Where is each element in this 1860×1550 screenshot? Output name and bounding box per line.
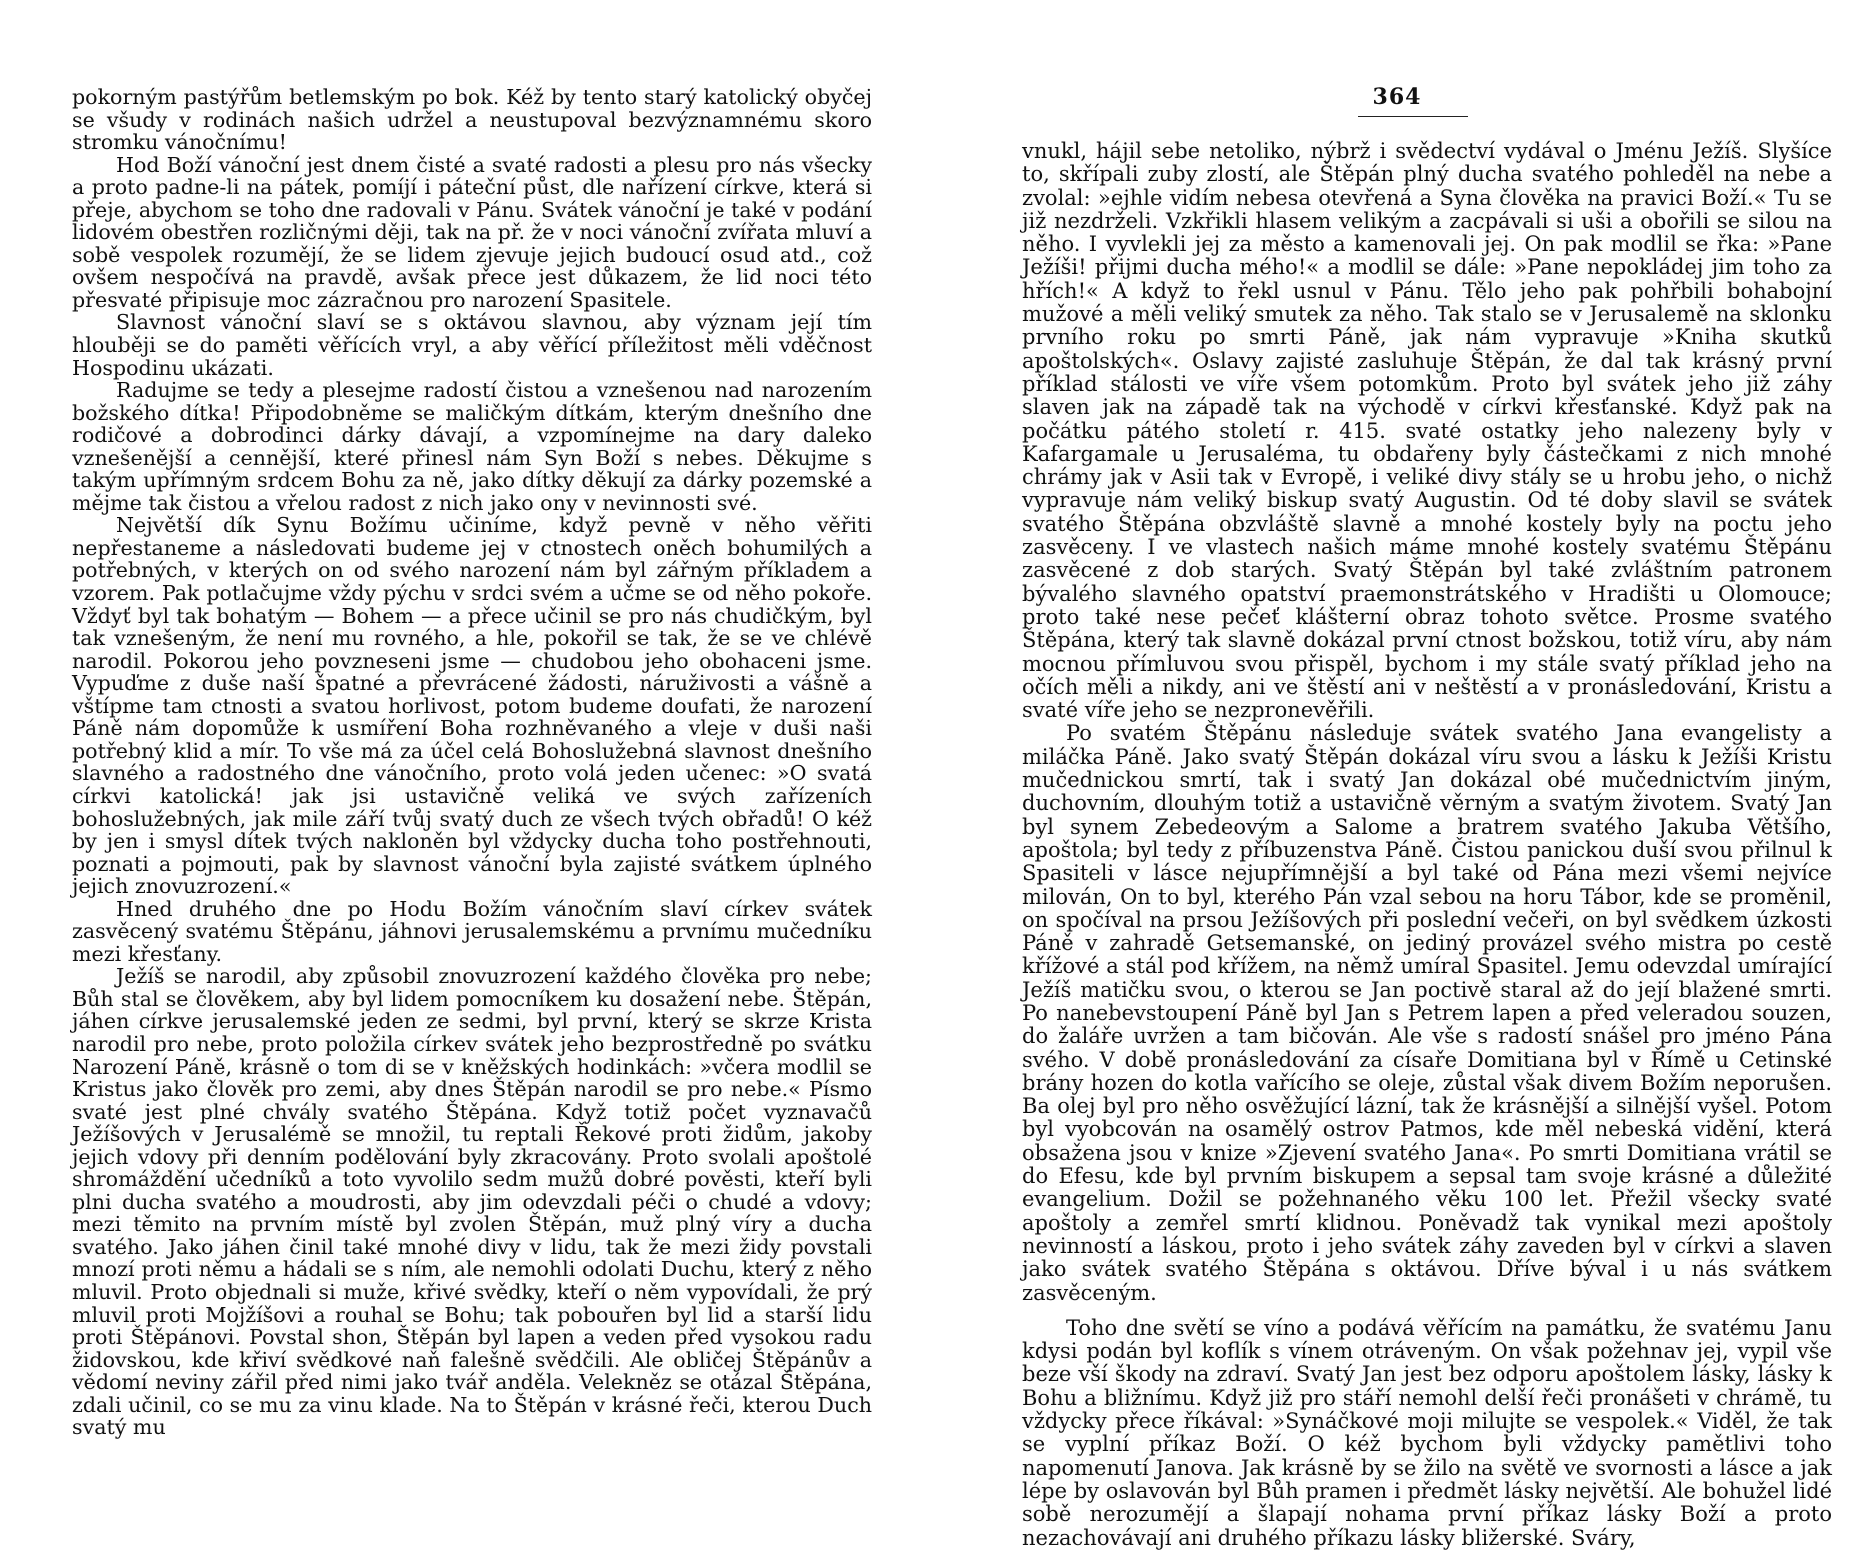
paragraph: pokorným pastýřům betlemským po bok. Kéž by tento starý katolický obyčej se všudy v rodinách našich udržel a neustupoval bezvýznamnému skoro stromku vánočnímu! bbox=[72, 85, 872, 155]
paragraph: Toho dne světí se víno a podává věřícím na památku, že svatému Janu kdysi podán byl koflík s vínem otráveným. On však požehnav jej, vypil vše beze vší škody na zdraví. Svatý Jan jest bez odporu apoštolem lásky, lásky k Bohu a bližnímu. Když již pro stáří nemohl delší řeči pronášeti v chrámě, tu vždycky přece říkával: »Synáčkové moji milujte se vespolek.« Viděl, že tak se vyplní příkaz Boží. O kéž bychom byli vždycky pamětlivi toho napomenutí Janova. Jak krásně by se žilo na světě ve svornosti a lásce a jak lépe by oslavován byl Bůh pramen i předmět lásky největší. Ale bohužel lidé sobě nerozumějí a šlapají nohama první příkaz lásky Boží a proto nezachovávají ani druhého příkazu lásky bližerské. Sváry, bbox=[1022, 1315, 1832, 1550]
paragraph: Radujme se tedy a plesejme radostí čistou a vznešenou nad narozením božského dítka! Připodobněme se maličkým dítkám, kterým dnešního dne rodičové a dobrodinci dárky dávají, a vzpomínejme na dary daleko vznešenější a cennější, které přinesl nám Syn Boží s nebes. Děkujme s takým upřímným srdcem Bohu za ně, jako dítky děkují za dárky pozemské a mějme tak čistou a vřelou radost z nich jako ony v nevinnosti své. bbox=[72, 378, 872, 515]
page-number-rule bbox=[1358, 116, 1468, 117]
paragraph: Hned druhého dne po Hodu Božím vánočním slaví církev svátek zasvěcený svatému Štěpánu, jáhnovi jerusalemskému a prvnímu mučedníku mezi křesťany. bbox=[72, 896, 872, 966]
paragraph: vnukl, hájil sebe netoliko, nýbrž i svědectví vydával o Jménu Ježíš. Slyšíce to, skřípali zuby zlostí, ale Štěpán plný ducha svatého pohleděl na nebe a zvolal: »ejhle vidím nebesa otevřená a Syna člověka na pravici Boží.« Tu se již nezdrželi. Vzkřikli hlasem velikým a zacpávali si uši a obořili se silou na něho. I vyvlekli jej za město a kamenovali jej. On pak modlil se řka: »Pane Ježíši! přijmi ducha mého!« a modlil se dále: »Pane nepokládej jim toho za hřích!« A když to řekl usnul v Pánu. Tělo jeho pak pohřbili bohabojní mužové a měli veliký smutek za něho. Tak stalo se v Jerusalemě na sklonku prvního roku po smrti Páně, jak nám vypravuje »Kniha skutků apoštolských«. Oslavy zajisté zasluhuje Štěpán, že dal tak krásný první příklad stálosti ve víře všem potomkům. Proto byl svátek jeho již záhy slaven jak na západě tak na východě v církvi křesťanské. Když pak na počátku pátého století r. 415. svaté ostatky jeho nalezeny byly v Kafargamale u Jerusaléma, tu obdařeny byly částečkami z nich mnohé chrámy jak v Asii tak v Evropě, i veliké divy stály se u hrobu jeho, o nichž vypravuje nám veliký biskup svatý Augustin. Od té doby slavil se svátek svatého Štěpána obzvláště slavně a mnohé kostely byly na poctu jeho zasvěceny. I ve vlastech našich máme mnohé kostely svatému Štěpánu zasvěcené z dob starých. Svatý Štěpán byl také zvláštním patronem bývalého slavného opatství praemonstrátského v Hradišti u Olomouce; proto také nese pečeť klášterní obraz tohoto světce. Prosme svatého Štěpána, který tak slavně dokázal první ctnost božskou, totiž víru, aby nám mocnou přímluvou svou přispěl, bychom i my stále svatý příklad jeho na očích měli a nikdy, ani ve štěstí ani v neštěstí a v pronásledování, Kristu a svaté víře jeho se nezpronevěřili. bbox=[1022, 139, 1832, 723]
paragraph: Hod Boží vánoční jest dnem čisté a svaté radosti a plesu pro nás všecky a proto padne-li na pátek, pomíjí i páteční půst, dle nařízení církve, která si přeje, abychom se toho dne radovali v Pánu. Svátek vánoční je také v podání lidovém obestřen rozličnými ději, tak na př. že v noci vánoční zvířata mluví a sobě vespolek rozumějí, že se lidem zjevuje jejich budoucí osud atd., což ovšem nespočívá na pravdě, avšak přece jest důkazem, že lid noci této přesvaté připisuje moc zázračnou pro narození Spasitele. bbox=[72, 152, 872, 312]
left-text-column bbox=[72, 86, 872, 1439]
right-page bbox=[960, 0, 1860, 1550]
paragraph: Největší dík Synu Božímu učiníme, když pevně v něho věřiti nepřestaneme a následovati budeme jej v ctnostech oněch bohumilých a potřebných, v kterých on od svého narození nám byl zářným příkladem a vzorem. Pak potlačujme vždy pýchu v srdci svém a učme se od něho pokoře. Vždyť byl tak bohatým — Bohem — a přece učinil se pro nás chudičkým, byl tak vznešeným, že není mu rovného, a hle, pokořil se tak, že se ve chlévě narodil. Pokorou jeho povzneseni jsme — chudobou jeho obohaceni jsme. Vypuďme z duše naší špatné a převrácené žádosti, náruživosti a vášně a vštípme tam ctnosti a svatou horlivost, potom budeme doufati, že narození Páně nám dopomůže k usmíření Boha rozhněvaného a vleje v duši naši potřebný klid a mír. To vše má za účel celá Bohoslužebná slavnost dnešního slavného a radostného dne vánočního, proto volá jeden učenec: »O svatá církvi katolická! jak jsi ustavičně veliká ve svých zařízeních bohoslužebných, jak mile září tvůj svatý duch ze všech tvých obřadů! O kéž by jen i smysl dítek tvých nakloněn byl vždycky ducha toho postřehnouti, poznati a pojmouti, pak by slavnost vánoční byla zajisté svátkem úplného jejich znovuzrození.« bbox=[72, 513, 872, 899]
paragraph: Ježíš se narodil, aby způsobil znovuzrození každého člověka pro nebe; Bůh stal se člověkem, aby byl lidem pomocníkem ku dosažení nebe. Štěpán, jáhen církve jerusalemské jeden ze sedmi, byl první, který se skrze Krista narodil pro nebe, proto položila církev svátek jeho bezprostředně po svátku Narození Páně, krásně o tom di se v kněžských hodinkách: »včera modlil se Kristus jako člověk pro zemi, aby dnes Štěpán narodil se pro nebe.« Písmo svaté jest plné chvály svatého Štěpána. Když totiž počet vyznavačů Ježíšových v Jerusalémě se množil, tu reptali Řekové proti židům, jakoby jejich vdovy při denním podělování byly zkracovány. Proto svolali apoštolé shromáždění učedníků a toto vyvolilo sedm mužů dobré pověsti, kteří byli plni ducha svatého a moudrosti, aby jim odevzdali péči o chudé a vdovy; mezi těmito na prvním místě byl zvolen Štěpán, muž plný víry a ducha svatého. Jako jáhen činil také mnohé divy v lidu, tak že mezi židy povstali mnozí proti němu a hádali se s ním, ale nemohli odolati Duchu, který z něho mluvil. Proto objednali si muže, křivé svědky, kteří o něm vypovídali, že prý mluvil proti Mojžíšovi a rouhal se Bohu; tak pobouřen byl lid a starší lidu proti Štěpánovi. Povstal shon, Štěpán byl lapen a veden před vysokou radu židovskou, kde křiví svědkové naň falešně svědčili. Ale obličej Štěpánův a vědomí neviny zářil před nimi jako tvář anděla. Velekněz se otázal Štěpána, zdali učinil, co se mu za vinu klade. Na to Štěpán v krásné řeči, kterou Duch svatý mu bbox=[72, 964, 872, 1440]
left-page bbox=[0, 0, 900, 1500]
paragraph: Po svatém Štěpánu následuje svátek svatého Jana evangelisty a miláčka Páně. Jako svatý Štěpán dokázal víru svou a lásku k Ježíši Kristu mučednickou smrtí, tak i svatý Jan dokázal obé mučednictvím jiným, duchovním, dlouhým totiž a ustavičně věrným a svatým životem. Svatý Jan byl synem Zebedeovým a Salome a bratrem svatého Jakuba Většího, apoštola; byl tedy z příbuzenstva Páně. Čistou panickou duší svou přilnul k Spasiteli v lásce nejupřímnější a byl také od Pána mezi všemi nejvíce milován, On to byl, kterého Pán vzal sebou na horu Tábor, kde se proměnil, on spočíval na prsou Ježíšových při poslední večeři, on byl svědkem úzkosti Páně v zahradě Getsemanské, on jediný provázel svého mistra po cestě křížové a stál pod křížem, na němž umíral Spasitel. Jemu odevzdal umírající Ježíš matičku svou, o kterou se Jan poctivě staral až do její blažené smrti. Po nanebevstoupení Páně byl Jan s Petrem lapen a před veleradou souzen, do žaláře uvržen a tam bičován. Ale vše s radostí snášel pro jméno Pána svého. V době pronásledování za císaře Domitiana byl v Římě u Cetinské brány hozen do kotla vařícího se oleje, zůstal však divem Božím neporušen. Ba olej byl pro něho osvěžující lázní, tak že krásnější a silnější vyšel. Potom byl vyobcován na osamělý ostrov Patmos, kde měl nebeská vidění, která obsažena jsou v knize »Zjevení svatého Jana«. Po smrti Domitiana vrátil se do Efesu, kde byl prvním biskupem a sepsal tam svoje krásné a důležité evangelium. Dožil se požehnaného věku 100 let. Přežil všecky svaté apoštoly a zemřel smrtí klidnou. Poněvadž tak vynikal mezi apoštoly nevinností a láskou, proto i jeho svátek záhy zaveden byl v církvi a slaven jako svátek svatého Štěpána s oktávou. Dříve býval i u nás svátkem zasvěceným. bbox=[1022, 721, 1832, 1305]
page-number: 364 bbox=[1372, 84, 1422, 110]
right-text-column bbox=[1022, 140, 1832, 1550]
paragraph: Slavnost vánoční slaví se s oktávou slavnou, aby význam její tím hlouběji se do paměti věřících vryl, a aby věřící příležitost měli vděčnost Hospodinu ukázati. bbox=[72, 310, 872, 380]
